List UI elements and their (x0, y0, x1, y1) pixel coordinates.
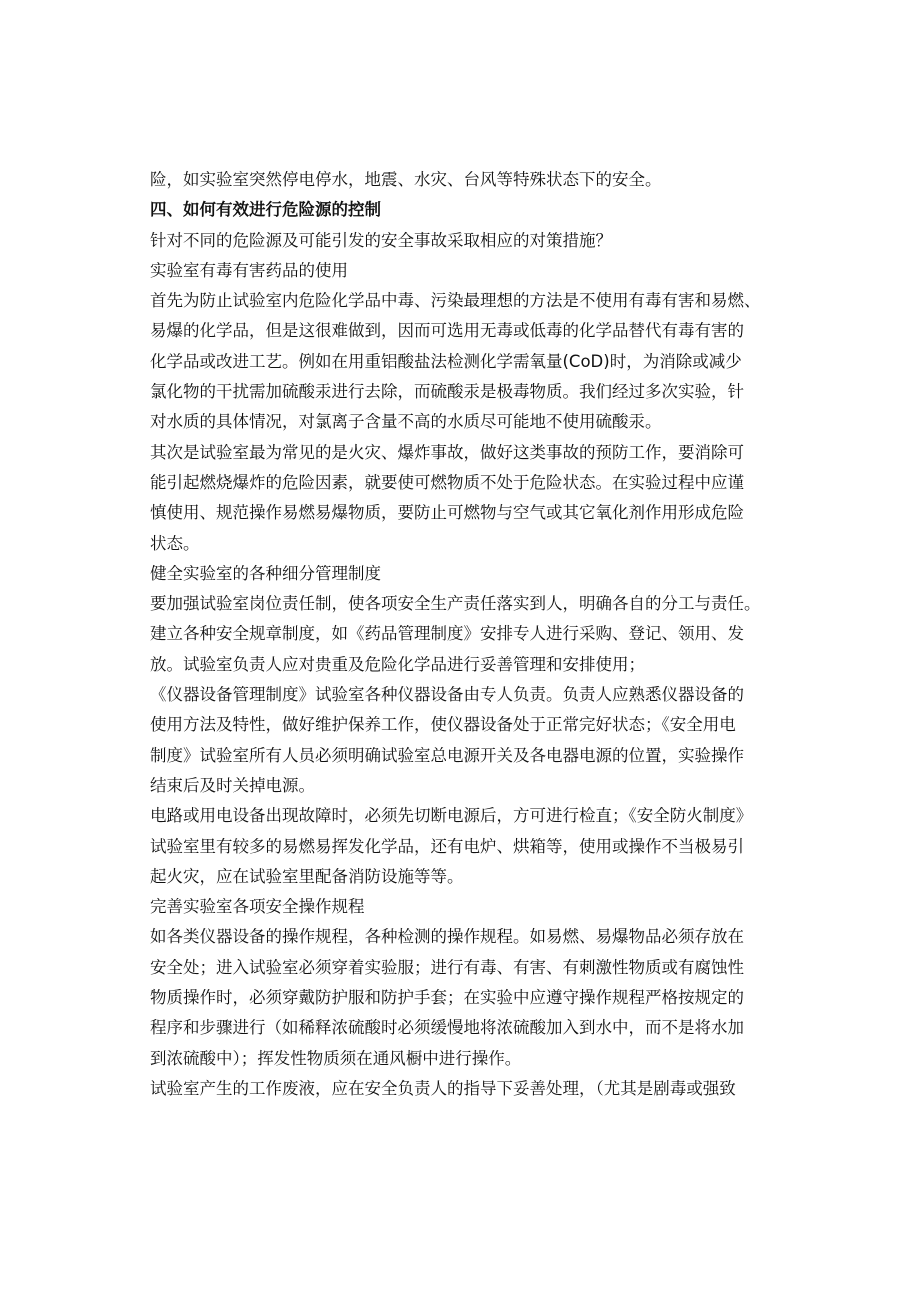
text-line: 能引起燃烧爆炸的危险因素，就要使可燃物质不处于危险状态。在实验过程中应谨 (150, 472, 744, 492)
text-line: 结束后及时关掉电源。 (150, 775, 315, 795)
text-line: 险，如实验室突然停电停水，地震、水灾、台风等特殊状态下的安全。 (150, 170, 662, 189)
text-line: 如各类仪器设备的操作规程，各种检测的操作规程。如易燃、易爆物品必须存放在 (150, 927, 744, 947)
text-line: 氯化物的干扰需加硫酸汞进行去除，而硫酸汞是极毒物质。我们经过多次实验，针 (150, 382, 744, 402)
text-line: 起火灾，应在试验室里配备消防设施等等。 (150, 866, 464, 886)
text-line: 健全实验室的各种细分管理制度 (150, 563, 381, 583)
text-line: 实验室有毒有害药品的使用 (150, 260, 348, 280)
text-line: 《仪器设备管理制度》试验室各种仪器设备由专人负责。负责人应熟悉仪器设备的 (150, 685, 744, 705)
text-line: 完善实验室各项安全操作规程 (150, 897, 365, 917)
text-line: 首先为防止试验室内危险化学品中毒、污染最理想的方法是不使用有毒有害和易燃、 (150, 291, 761, 311)
text-line: 放。试验室负责人应对贵重及危险化学品进行妥善管理和安排使用； (150, 654, 645, 674)
document-page (150, 165, 770, 1104)
section-heading: 四、如何有效进行危险源的控制 (150, 200, 381, 220)
text-line: 慎使用、规范操作易燃易爆物质，要防止可燃物与空气或其它氧化剂作用形成危险 (150, 503, 744, 523)
text-line: 建立各种安全规章制度，如《药品管理制度》安排专人进行采购、登记、领用、发 (150, 624, 744, 644)
text-line: 制度》试验室所有人员必须明确试验室总电源开关及各电器电源的位置，实验操作 (150, 745, 744, 765)
text-line: 化学品或改进工艺。例如在用重铝酸盐法检测化学需氧量(CoD)时，为消除或减少 (150, 351, 742, 371)
text-line: 试验室产生的工作废液，应在安全负责人的指导下妥善处理，（尤其是剧毒或强致 (150, 1078, 736, 1098)
text-line: 到浓硫酸中）；挥发性物质须在通风橱中进行操作。 (150, 1048, 522, 1068)
text-line: 状态。 (150, 533, 200, 553)
text-line: 物质操作时，必须穿戴防护服和防护手套；在实验中应遵守操作规程严格按规定的 (150, 988, 744, 1008)
text-line: 对水质的具体情况，对氯离子含量不高的水质尽可能地不使用硫酸汞。 (150, 412, 662, 432)
text-line: 其次是试验室最为常见的是火灾、爆炸事故，做好这类事故的预防工作，要消除可 (150, 442, 744, 462)
text-line: 要加强试验室岗位责任制，使各项安全生产责任落实到人，明确各自的分工与责任。 (150, 594, 761, 614)
text-line: 电路或用电设备出现故障时，必须先切断电源后，方可进行检直；《安全防火制度》 (150, 806, 753, 826)
text-line: 安全处；进入试验室必须穿着实验服；进行有毒、有害、有刺激性物质或有腐蚀性 (150, 957, 744, 977)
text-line: 程序和步骤进行（如稀释浓硫酸时必须缓慢地将浓硫酸加入到水中，而不是将水加 (150, 1018, 744, 1038)
document-body (150, 165, 770, 1104)
text-line: 易爆的化学品，但是这很难做到，因而可选用无毒或低毒的化学品替代有毒有害的 (150, 321, 744, 341)
text-line: 针对不同的危险源及可能引发的安全事故采取相应的对策措施？ (150, 230, 612, 250)
text-line: 使用方法及特性，做好维护保养工作，使仪器设备处于正常完好状态；《安全用电 (150, 715, 736, 735)
text-line: 试验室里有较多的易燃易挥发化学品，还有电炉、烘箱等，使用或操作不当极易引 (150, 836, 744, 856)
